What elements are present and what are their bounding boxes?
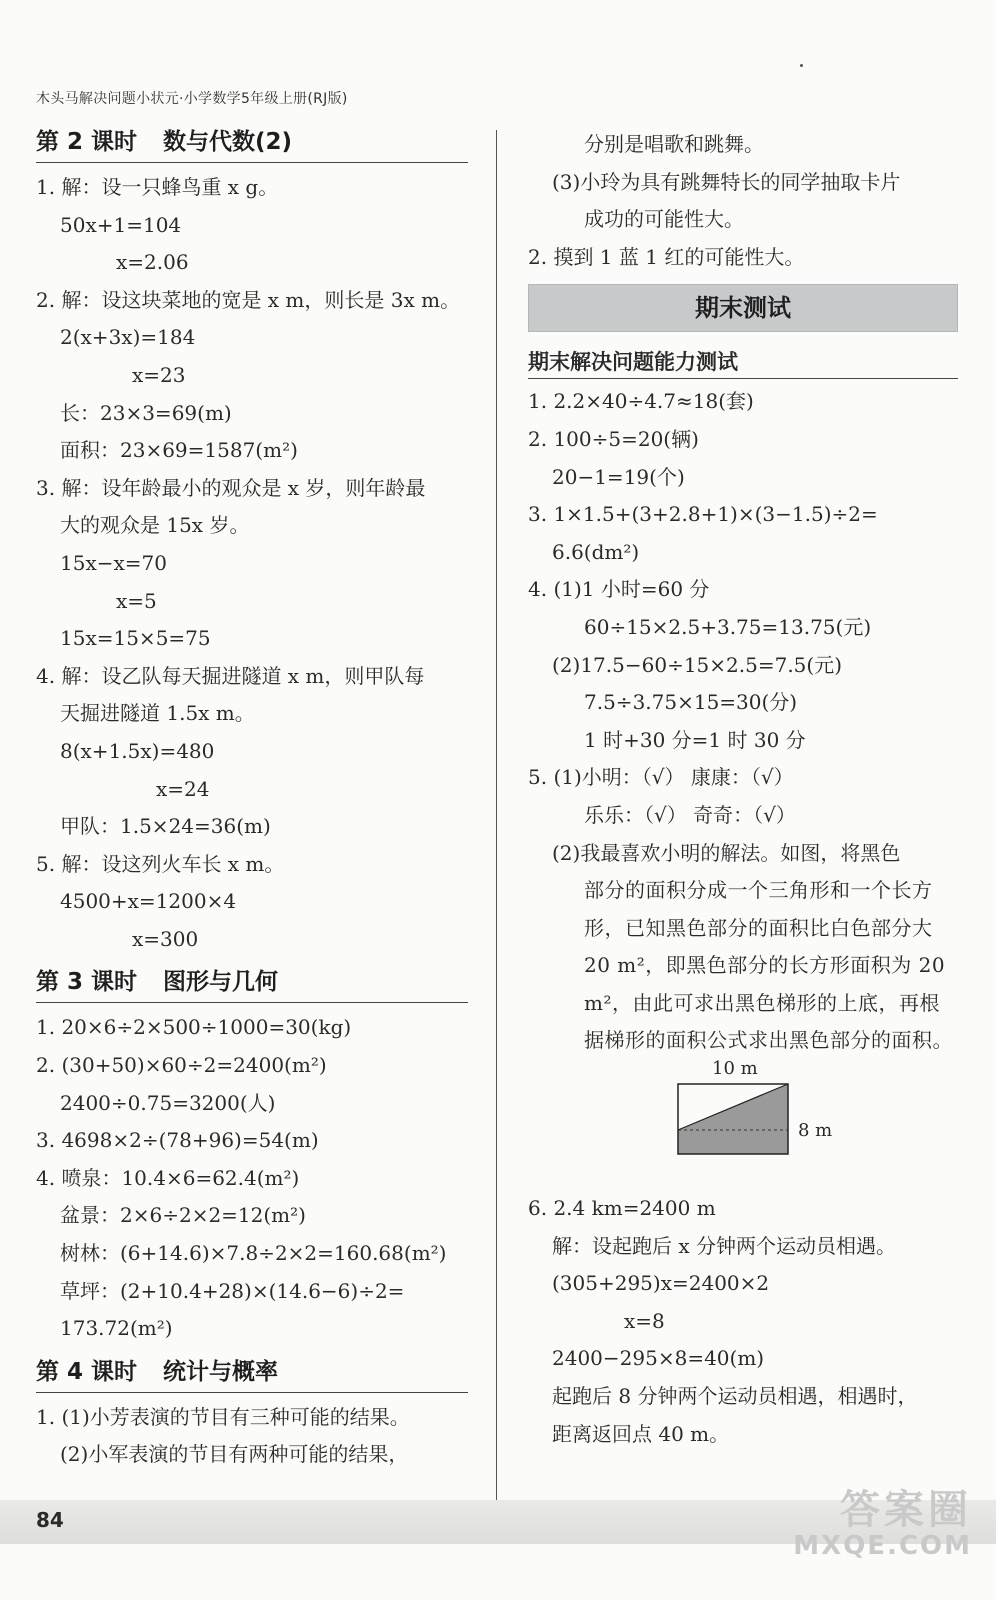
final-test-banner: 期末测试 bbox=[528, 284, 958, 332]
answer-line: 50x+1=104 bbox=[60, 212, 182, 237]
section-title-lesson2 bbox=[36, 126, 468, 163]
answer-line: 甲队：1.5×24=36(m) bbox=[60, 814, 271, 839]
answer-line: 3. 4698×2÷(78+96)=54(m) bbox=[36, 1128, 319, 1153]
answer-line: 分别是唱歌和跳舞。 bbox=[584, 132, 764, 156]
lesson3-answers bbox=[36, 1009, 468, 1347]
right-column bbox=[528, 126, 958, 1453]
figure-height-label: 8 m bbox=[798, 1120, 833, 1142]
shaded-region bbox=[678, 1084, 788, 1154]
book-header: 木头马解决问题小状元·小学数学5年级上册(RJ版) bbox=[36, 91, 348, 107]
final-test-answers-6 bbox=[528, 1190, 958, 1453]
decorative-dot bbox=[800, 64, 803, 67]
answer-line: 距离返回点 40 m。 bbox=[552, 1421, 730, 1446]
trapezoid-figure bbox=[528, 1060, 958, 1190]
answer-line: 4. 解：设乙队每天掘进隧道 x m，则甲队每 bbox=[36, 663, 425, 688]
answer-line: 1. (1)小芳表演的节目有三种可能的结果。 bbox=[36, 1404, 410, 1429]
answer-line: 60÷15×2.5+3.75=13.75(元) bbox=[584, 614, 872, 639]
lesson-title: 数与代数(2) bbox=[163, 129, 293, 155]
answer-line: (305+295)x=2400×2 bbox=[552, 1271, 770, 1296]
answer-line: (3)小玲为具有跳舞特长的同学抽取卡片 bbox=[552, 169, 901, 194]
column-divider bbox=[496, 130, 497, 1520]
answer-line: 树林：(6+14.6)×7.8÷2×2=160.68(m²) bbox=[60, 1241, 447, 1266]
explanation-paragraph: 部分的面积分成一个三角形和一个长方形，已知黑色部分的面积比白色部分大 20 m²，即黑色部分的长方形面积为 20 m²，由此可求出黑色梯形的上底，再根据梯形的面积公式求出黑色部分的面积。 bbox=[584, 878, 953, 1053]
answer-line: (2)17.5−60÷15×2.5=7.5(元) bbox=[552, 652, 843, 677]
watermark-text: 答案圈 bbox=[840, 1487, 972, 1533]
answer-line: 盆景：2×6÷2×2=12(m²) bbox=[60, 1203, 306, 1228]
answer-line: 173.72(m²) bbox=[60, 1316, 173, 1341]
answer-line: 成功的可能性大。 bbox=[584, 207, 744, 232]
answer-line: 1. 解：设一只蜂鸟重 x g。 bbox=[36, 175, 279, 199]
answer-line: 4. 喷泉：10.4×6=62.4(m²) bbox=[36, 1165, 300, 1190]
answer-line: 大的观众是 15x 岁。 bbox=[60, 513, 250, 538]
watermark-url: MXQE.COM bbox=[793, 1531, 972, 1561]
answer-line: x=300 bbox=[132, 926, 199, 951]
final-test-answers bbox=[528, 383, 958, 834]
answer-line: 20−1=19(个) bbox=[552, 464, 685, 489]
answer-line: 2400−295×8=40(m) bbox=[552, 1346, 765, 1371]
answer-line: 长：23×3=69(m) bbox=[60, 400, 232, 425]
answer-line: 1. 2.2×40÷4.7≈18(套) bbox=[528, 389, 754, 414]
answer-line: (2)我最喜欢小明的解法。如图，将黑色 bbox=[552, 840, 901, 865]
answer-line: 6. 2.4 km=2400 m bbox=[528, 1196, 716, 1221]
answer-line: 3. 解：设年龄最小的观众是 x 岁，则年龄最 bbox=[36, 475, 426, 500]
lesson-number: 第 4 课时 bbox=[36, 1358, 138, 1385]
answer-line: 5. (1)小明：（√） 康康：（√） bbox=[528, 765, 794, 790]
answer-line: 乐乐：（√） 奇奇：（√） bbox=[584, 802, 796, 827]
figure-width-label: 10 m bbox=[712, 1058, 758, 1080]
watermark-logo bbox=[793, 1488, 972, 1560]
left-column bbox=[36, 126, 468, 1474]
answer-line: 2(x+3x)=184 bbox=[60, 325, 196, 350]
answer-line: 2. 摸到 1 蓝 1 红的可能性大。 bbox=[528, 244, 805, 269]
answer-line: x=23 bbox=[132, 362, 186, 387]
answer-line: x=2.06 bbox=[116, 250, 189, 275]
lesson4-answers bbox=[36, 1399, 468, 1474]
answer-line: 2. (30+50)×60÷2=2400(m²) bbox=[36, 1053, 327, 1078]
lesson-number: 第 3 课时 bbox=[36, 969, 138, 996]
answer-line: x=24 bbox=[156, 776, 210, 801]
lesson-title: 统计与概率 bbox=[163, 1358, 279, 1385]
lesson-number: 第 2 课时 bbox=[36, 129, 138, 155]
answer-line: 4. (1)1 小时=60 分 bbox=[528, 577, 710, 602]
lesson-title: 图形与几何 bbox=[163, 969, 279, 996]
answer-line: 2400÷0.75=3200(人) bbox=[60, 1090, 276, 1115]
answer-line: (2)小军表演的节目有两种可能的结果， bbox=[60, 1442, 409, 1467]
answer-line: 7.5÷3.75×15=30(分) bbox=[584, 690, 798, 715]
answer-line: 3. 1×1.5+(3+2.8+1)×(3−1.5)÷2= bbox=[528, 502, 878, 527]
answer-line: 6.6(dm²) bbox=[552, 539, 640, 564]
section-title-lesson4 bbox=[36, 1356, 468, 1393]
lesson4-answers-continued bbox=[528, 126, 958, 276]
answer-line: 5. 解：设这列火车长 x m。 bbox=[36, 851, 285, 876]
page-number: 84 bbox=[36, 1508, 64, 1532]
answer-line: 2. 解：设这块菜地的宽是 x m，则长是 3x m。 bbox=[36, 287, 461, 312]
answer-line: 解：设起跑后 x 分钟两个运动员相遇。 bbox=[552, 1233, 896, 1258]
answer-line: x=5 bbox=[116, 588, 157, 613]
answer-line: 15x−x=70 bbox=[60, 550, 167, 575]
figure-diagram bbox=[676, 1082, 876, 1182]
answer-line: x=8 bbox=[624, 1308, 665, 1333]
answer-line: 1. 20×6÷2×500÷1000=30(kg) bbox=[36, 1015, 352, 1040]
answer-line: 4500+x=1200×4 bbox=[60, 889, 237, 914]
final-test-subtitle: 期末解决问题能力测试 bbox=[528, 346, 958, 379]
answer-line: 8(x+1.5x)=480 bbox=[60, 738, 215, 763]
section-title-lesson3 bbox=[36, 966, 468, 1003]
answer-line: 2. 100÷5=20(辆) bbox=[528, 426, 699, 451]
answer-line: 面积：23×69=1587(m²) bbox=[60, 438, 298, 463]
answer-line: 起跑后 8 分钟两个运动员相遇，相遇时， bbox=[552, 1384, 918, 1409]
lesson2-answers bbox=[36, 169, 468, 958]
answer-line: 草坪：(2+10.4+28)×(14.6−6)÷2= bbox=[60, 1278, 405, 1303]
answer-line: 1 时+30 分=1 时 30 分 bbox=[584, 727, 806, 752]
answer-line: 天掘进隧道 1.5x m。 bbox=[60, 701, 255, 726]
answer-line: 15x=15×5=75 bbox=[60, 626, 211, 651]
